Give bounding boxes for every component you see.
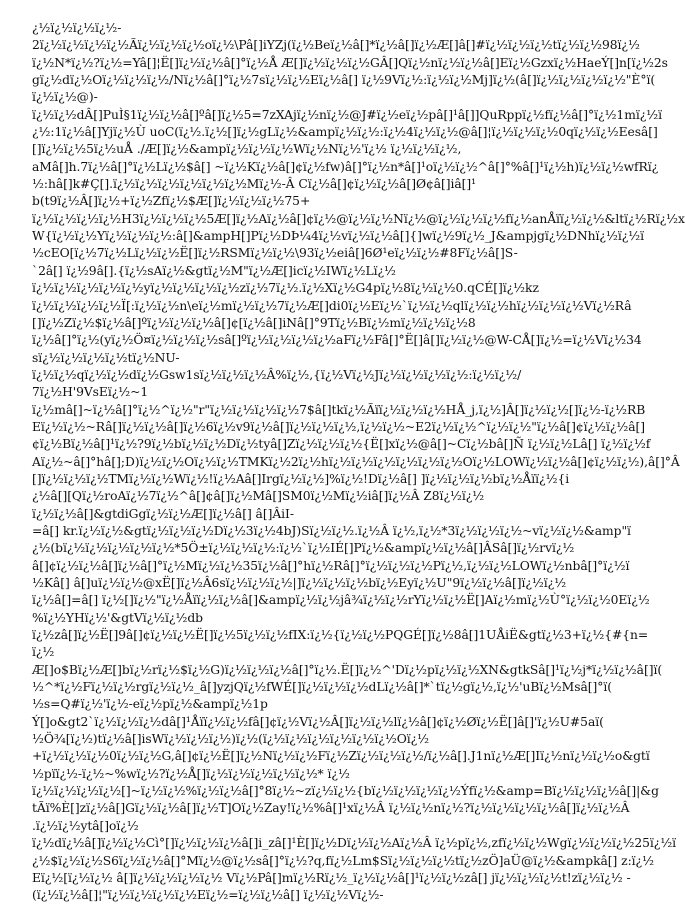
- text-line: =â[] kr.ï¿½ï¿½&gtï¿½ï¿½ï¿½Dï¿½3ï¿½4bJ)Sï¿½ï¿½.ï¿½Â ï¿½,ï¿½*3ï¿½ï¿½ï¿½~vï¿½ï¿½&amp"ï: [32, 523, 631, 538]
- text-line: Aï¿½~â[]°hâ[];D)ï¿½ï¿½Oï¿½ï¿½TMKï¿½2ï¿½hï¿½ï¿½ï¿½ï¿½ï¿½ï¿½Oï¿½LOWï¿½ï¿½â[]¢ï¿½ï¿½),â[]°Â: [32, 454, 680, 469]
- text-line: `2â[] ï¿½9â[].{ï¿½sAï¿½&gtï¿½M"ï¿½Æ[]icï¿½IWï¿½Lï¿½: [32, 263, 396, 278]
- text-line: ½:hâ[]k#Ç[].ï¿½ï¿½ï¿½ï¿½ï¿½ï¿½Mï¿½-Â Cï¿½â[]¢ï¿½ï¿½â[]Ø¢â[]iâ[]¹: [32, 177, 477, 192]
- text-line: W{ï¿½ï¿½Yï¿½ï¿½ï¿½:â[]&ampH[]Pï¿½DÞ¼4ï¿½vï¿½ï¿½â[]{]wï¿½9ï¿½_J&ampjgï¿½DNhï¿½ï¿½ï: [32, 229, 645, 244]
- text-line: ¿½:1ï¿½â[]Yjï¿½Ù uoC(ï¿½.ï¿½[]ï¿½gLï¿½&ampï¿½ï¿½:ï¿½4ï¿½ï¿½@â[]¦ï¿½ï¿½ï¿½0qï¿½ï¿½Eesâ[]: [32, 125, 658, 140]
- text-line: ï¿½dï¿½â[]ï¿½ï¿½Cì°[]ï¿½ï¿½ï¿½â[]i_zâ[]¹È[]ï¿½Dï¿½ï¿½Aï¿½Â ï¿½pï¿½,zfï¿½ï¿½Wgï¿½ï¿½ï¿½25ï¿½ï: [32, 836, 677, 851]
- text-line: Ý[]o&gt2`ï¿½ï¿½ï¿½dâ[]¹Åïï¿½ï¿½fâ[]¢ï¿½Vï¿½Â[]ï¿½ï¿½lï¿½â[]¢ï¿½Øï¿½Ë[]â[]'ï¿½U#5aï(: [32, 714, 604, 729]
- text-line: ï¿½ï¿½ï¿½ï¿½[]~ï¿½ï¿½%ï¿½ï¿½â[]°8ï¿½~zï¿½ï¿½{bï¿½ï¿½ï¿½ï¿½Ýfï¿½&amp=Bï¿½ï¿½ï¿½â[]|&g: [32, 784, 659, 799]
- text-line: ï¿½ï¿½qï¿½ï¿½dï¿½Gsw1sï¿½ï¿½ï¿½Â%ï¿½,{ï¿½Vï¿½Jï¿½ï¿½ï¿½ï¿½:ï¿½ï¿½/: [32, 367, 522, 382]
- text-line: ½cEO[ï¿½7ï¿½Lï¿½ï¿½Ë[]ï¿½RSMï¿½ï¿½\93ï¿½eiâ[]6Ø¹eï¿½ï¿½#8Fï¿½â[]S-: [32, 246, 518, 261]
- text-line: ï¿½N*ï¿½?ï¿½=Yâ[]¦Ë[]ï¿½ï¿½â[]°ï¿½Å Æ[]ï¿½ï¿½ï¿½GÂ[]Qï¿½nï¿½ï¿½â[]Eï¿½Gzxï¿½HaeÝ[]n[ï¿½2s: [32, 55, 668, 70]
- text-line: Æ[]o$Bï¿½Æ[]bï¿½rï¿½$ï¿½G)ï¿½ï¿½ï¿½â[]°ï¿½.Ë[]ï¿½^'Dï¿½pï¿½ï¿½XN&gtkSâ[]¹ï¿½j*ï¿½ï¿½â[]ï(: [32, 662, 663, 677]
- text-line: ½^*ï¿½Fï¿½ï¿½rgï¿½ï¿½_â[]yzjQï¿½fWÉ[]ï¿½ï¿½ï¿½dLï¿½â[]*`tï¿½gï¿½,ï¿½'uBï¿½Msâ[]°ï(: [32, 680, 612, 695]
- text-line: â[]¢ï¿½ï¿½â[]ï¿½â[]°ï¿½Mï¿½ï¿½35ï¿½â[]°hï¿½Râ[]°ï¿½ï¿½ï¿½Pï¿½,ï¿½ï¿½LOWï¿½nbâ[]°ï¿½ï: [32, 558, 630, 573]
- text-line: []ï¿½Zï¿½$ï¿½â[]ºï¿½ï¿½ï¿½â[]¢[ï¿½â[]iNâ[]°9Tï¿½Bï¿½mï¿½ï¿½ï¿½8: [32, 315, 476, 330]
- text-line: ½Kâ[] â[]uï¿½ï¿½@xË[]ï¿½Â6sï¿½ï¿½ï¿½|]ï¿½ï¿½ï¿½bï¿½Eyï¿½U"9ï¿½ï¿½â[]ï¿½ï¿½: [32, 576, 567, 590]
- text-line: Eï¿½ï¿½~Râ[]ï¿½ï¿½â[]ï¿½6ï¿½v9ï¿½â[]ï¿½ï¿½ï¿½,ï¿½ï¿½~E2ï¿½ï¿½^ï¿½ï¿½"ï¿½â[]¢ï¿½ï¿½â[]: [32, 419, 646, 434]
- text-line: ¿½ï¿½ï¿½ï¿½-: [32, 21, 122, 35]
- text-line: ½s=Q#ï¿½'ï¿½-eï¿½pï¿½&ampï¿½1p: [32, 697, 268, 712]
- text-line: Eï¿½[ï¿½ï¿½ â[]ï¿½ï¿½ï¿½ï¿½ Vï¿½Pâ[]mï¿½Rï¿½_ï¿½ï¿½â[]¹ï¿½ï¿½zâ[] jï¿½ï¿½ï¿½t!zï¿½ï¿½ -: [32, 870, 631, 885]
- text-line: ï¿½ï¿½ï¿½ï¿½H3ï¿½ï¿½ï¿½5Æ[]ï¿½Aï¿½â[]¢ï¿½@ï¿½ï¿½Nï¿½@ï¿½ï¿½ï¿½fï¿½anÅïï¿½ï¿½&ltï¿½Rï¿½x: [32, 211, 685, 226]
- text-line: b(t9ï¿½Â[]ï¿½+ï¿½Zfï¿½$Æ[]ï¿½ï¿½ï¿½75+: [32, 194, 311, 209]
- text-line: %ï¿½YHï¿½'&gtVï¿½ï¿½db: [32, 610, 203, 625]
- text-line: ¿½(bï¿½ï¿½ï¿½ï¿½ï¿½*5Ö±ï¿½ï¿½ï¿½:ï¿½`ï¿½IÉ[]Pï¿½&ampï¿½ï¿½â[]ÂSâ[]ï¿½rvï¿½: [32, 541, 575, 556]
- text-line: +ï¿½ï¿½ï¿½0ï¿½ï¿½G,â[]¢ï¿½Ë[]ï¿½Nï¿½ï¿½Fï¿½Zï¿½ï¿½ï¿½/ï¿½â[].J1nï¿½Æ[]Iï¿½nï¿½ï¿½o&gtï: [32, 749, 650, 764]
- text-line: 7ï¿½H'9VsEï¿½~1: [32, 385, 149, 400]
- text-line: ½Ö¾[ï¿½)tï¿½â[]isWï¿½ï¿½ï¿½)ï¿½(ï¿½ï¿½ï¿½ï¿½ï¿½ï¿½Oï¿½: [32, 732, 430, 747]
- text-line: ï¿½ï¿½dÂ[]PuÌ§1ï¿½ï¿½â[]ºâ[]ï¿½5=7zXAjï¿½nï¿½@J#ï¿½eï¿½pâ[]¹â[]]QuRppï¿½fï¿½â[]°ï¿½1mï¿½ï: [32, 107, 662, 122]
- text-line: gï¿½dï¿½Oï¿½ï¿½ï¿½/Nï¿½â[]°ï¿½7sï¿½ï¿½Eï¿½â[] ï¿½9Vï¿½:ï¿½ï¿½Mj]ï¿½(â[]ï¿½ï¿½ï¿½ï¿½"È°ï(: [32, 73, 656, 88]
- text-line: ï¿½zâ[]ï¿½Ë[]9â[]¢ï¿½ï¿½Ë[]ï¿½5ï¿½ï¿½fIX:ï¿½{ï¿½ï¿½PQGÉ[]ï¿½8â[]1UÅiË&gtï¿½3+ï¿½{#{n=: [32, 628, 649, 643]
- text-line: 2ï¿½ï¿½ï¿½ï¿½Ãï¿½ï¿½ï¿½oï¿½\Pâ[]iYZj(ï¿½Beï¿½â[]*ï¿½â[]ï¿½Æ[]â[]#ï¿½ï¿½ï¿½tï¿½ï¿½98ï¿½: [32, 38, 640, 53]
- text-line: ¿½â[][Qï¿½roAï¿½7ï¿½^â[]¢â[]ï¿½Mâ[]SM0ï¿½Mï¿½iâ[]ï¿½Â Z8ï¿½ï¿½: [32, 489, 485, 504]
- text-line: sï¿½ï¿½ï¿½ï¿½tï¿½NU-: [32, 350, 180, 365]
- text-line: ¢ï¿½Bï¿½â[]¹ï¿½?9ï¿½bï¿½ï¿½Dï¿½tyâ[]Zï¿½ï¿½ï¿½{Ë[]xï¿½@â[]~Cï¿½bâ[]Ñ ï¿½ï¿½Lâ[] ï¿½ï¿½f: [32, 437, 651, 452]
- text-line: []ï¿½ï¿½5ï¿½uÅ ./Æ[]ï¿½&ampï¿½ï¿½ï¿½Wï¿½Nï¿½'ï¿½ ï¿½ï¿½ï¿½,: [32, 142, 462, 157]
- text-line: ï¿½ï¿½ï¿½ï¿½ï¿½yï¿½ï¿½ï¿½ï¿½zï¿½7ï¿½.ï¿½Xï¿½G4pï¿½8ï¿½ï¿½0.qCÉ[]ï¿½kz: [32, 281, 539, 296]
- text-line: ï¿½ï¿½â[]&gtdiGgï¿½ï¿½Æ[]ï¿½â[] â[]ÂiI-: [32, 506, 294, 521]
- text-line: tÃï%È[]zï¿½â[]Gï¿½ï¿½â[]ï¿½T]Oï¿½Zay!ï¿½%â[]¹xï¿½Â ï¿½ï¿½nï¿½?ï¿½ï¿½ï¿½ï¿½â[]ï¿½ï¿½Â: [32, 801, 630, 816]
- text-line: ï¿½â[]°ï¿½(yï¿½Ö¤ï¿½ï¿½ï¿½sâ[]ºï¿½ï¿½ï¿½ï¿½aFï¿½Fâ[]°Ë[]â[]ï¿½ï¿½@W-CÅ[]ï¿½=ï¿½Vï¿½34: [32, 333, 642, 348]
- text-line: ½pïï¿½-ï¿½~%wï¿½?ï¿½Å[]ï¿½ï¿½ï¿½ï¿½ï¿½* ï¿½: [32, 766, 350, 781]
- text-line: ï¿½ï¿½@)-: [32, 90, 98, 105]
- text-line: ï¿½â[]=â[] ï¿½[]ï¿½"ï¿½Åïï¿½ï¿½â[]&ampï¿½ï¿½jâ¾ï¿½ï¿½rYï¿½ï¿½Ë[]Aï¿½mï¿½Ù°ï¿½ï¿½0Eï¿½: [32, 593, 650, 608]
- text-line: ï¿½ï¿½ï¿½ï¿½Ï[:ï¿½ï¿½n\eï¿½mï¿½ï¿½7ï¿½Æ[]di0ï¿½Eï¿½`ï¿½ï¿½qlï¿½ï¿½hï¿½ï¿½ï¿½Vï¿½Râ: [32, 298, 632, 313]
- garbled-text-block: [32, 20, 685, 905]
- text-line: aMâ[]h.7ï¿½â[]°ï¿½Lï¿½$â[] ~ï¿½Kï¿½â[]¢ï¿½fw)â[]°ï¿½n*â[]¹oï¿½ï¿½^â[]°%â[]¹ï¿½h)ï¿½ï¿½wfRï¿: [32, 159, 659, 174]
- text-line: .ï¿½ï¿½ytâ[]oï¿½: [32, 818, 139, 833]
- text-line: []ï¿½ï¿½ï¿½TMï¿½ï¿½Wï¿½!ï¿½Aâ[]Irgï¿½ï¿½]%ï¿½!Dï¿½â[] ]ï¿½ï¿½ï¿½bï¿½Åïï¿½{i: [32, 471, 570, 486]
- text-line: ¿½$ï¿½ï¿½S6ï¿½ï¿½â[]°Mï¿½@ï¿½sâ[]°ï¿½?q,fï¿½Lm$Sï¿½ï¿½ï¿½tï¿½zÖ]aÜ@ï¿½&ampkâ[] z:ï¿½: [32, 853, 654, 868]
- text-line: (ï¿½ï¿½â[]¦"ï¿½ï¿½ï¿½ï¿½Eï¿½=ï¿½ï¿½â[] ï¿½ï¿½Vï¿½-: [32, 888, 384, 903]
- text-line: ï¿½mâ[]~ï¿½â[]°ï¿½^ï¿½"r"ï¿½ï¿½ï¿½ï¿½7$â[]tkï¿½Ãïï¿½ï¿½ï¿½HÅ_j,ï¿½]Â[]ï¿½ï¿½[]ï¿½-ï¿½RB: [32, 402, 646, 417]
- text-line: ï¿½: [32, 645, 55, 660]
